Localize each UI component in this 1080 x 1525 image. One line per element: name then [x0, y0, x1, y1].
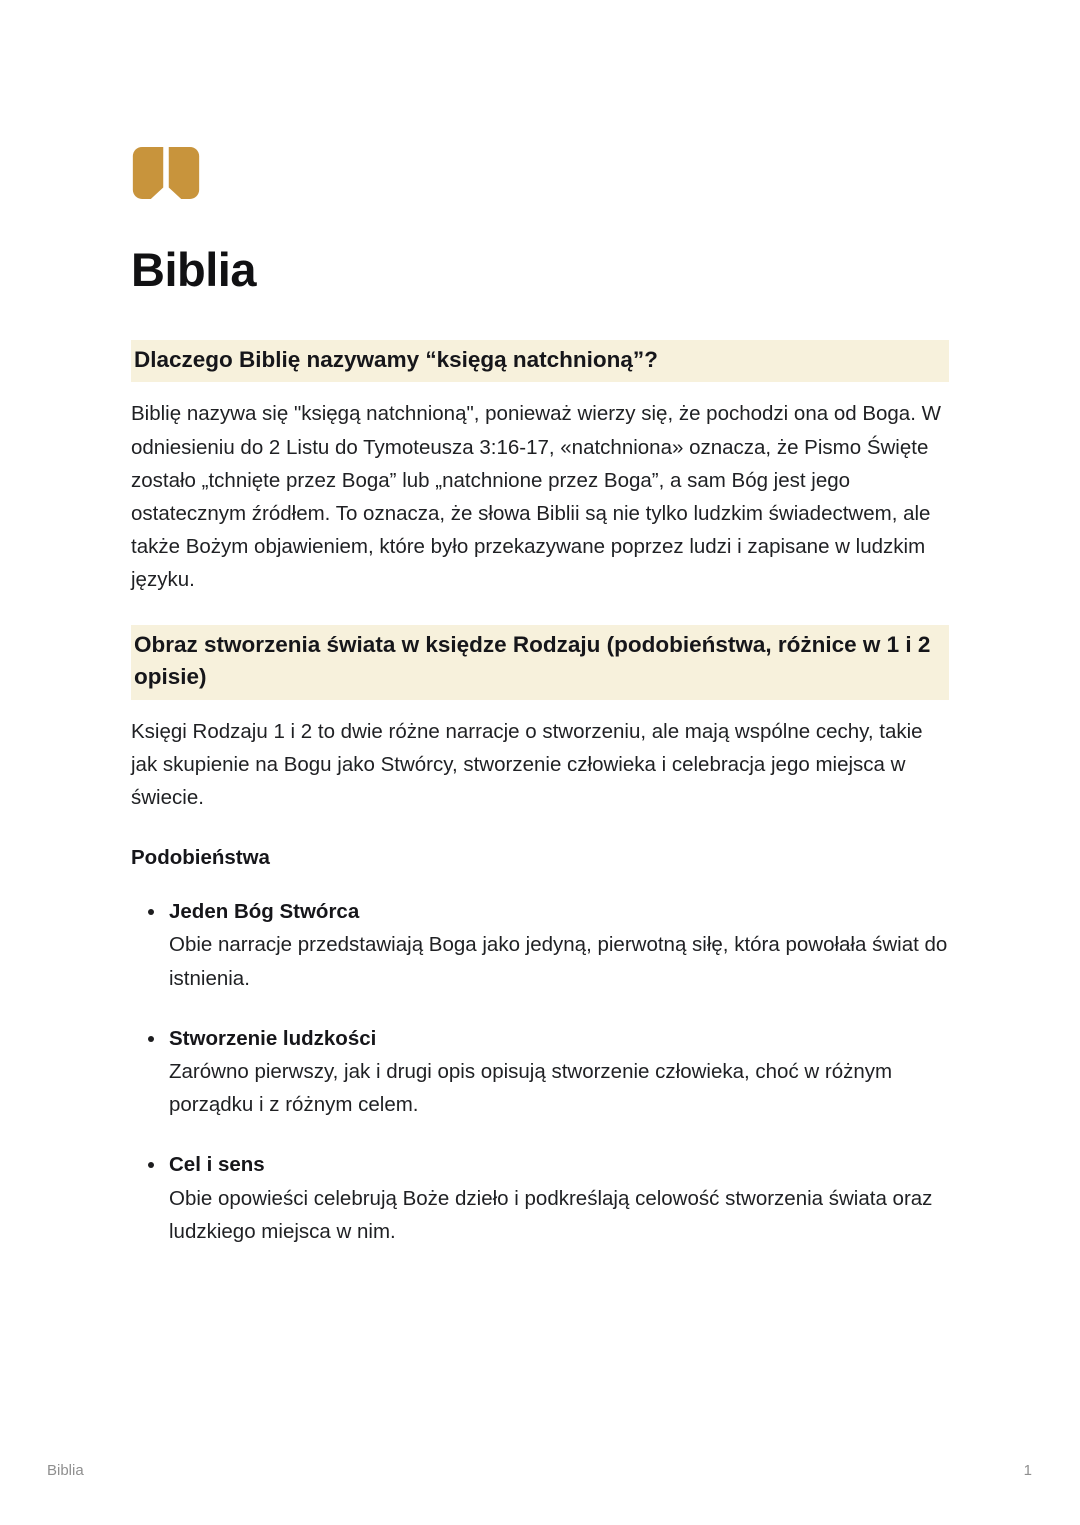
footer-page-number: 1	[1023, 1462, 1032, 1479]
list-item-text: Obie opowieści celebrują Boże dzieło i podkreślają celowość stworzenia świata oraz ludzkiego miejsca w nim.	[169, 1186, 933, 1243]
list-item-text: Zarówno pierwszy, jak i drugi opis opisują stworzenie człowieka, choć w różnym porządku i z różnym celem.	[169, 1060, 893, 1117]
list-item-title: • Jeden Bóg Stwórca	[169, 900, 360, 924]
open-book-left-page	[133, 147, 163, 199]
open-book-right-page	[169, 147, 199, 199]
list-item-title: • Cel i sens	[169, 1153, 265, 1177]
list-item	[167, 1022, 949, 1122]
section-heading-1: Dlaczego Biblię nazywamy “księgą natchnioną”?	[131, 340, 949, 383]
list-item	[167, 1148, 949, 1248]
section-paragraph-2: Księgi Rodzaju 1 i 2 to dwie różne narracje o stworzeniu, ale mają wspólne cechy, takie jak skupienie na Bogu jako Stwórcy, stworzenie człowieka i celebracja jego miejsca w świecie.	[131, 719, 923, 810]
section-paragraph-1: Biblię nazywa się "księgą natchnioną", ponieważ wierzy się, że pochodzi ona od Boga. W odniesieniu do 2 Listu do Tymoteusza 3:16-17, «natchniona» oznacza, że Pismo Święte zostało „tchnięte przez Boga” lub „natchnione przez Boga”, a sam Bóg jest jego ostatecznym źródłem. To oznacza, że słowa Biblii są nie tylko ludzkim świadectwem, ale także Bożym objawieniem, które było przekazywane poprzez ludzi i zapisane w ludzkim języku.	[131, 402, 941, 592]
page-title: Biblia	[131, 243, 256, 296]
list-item-text: Obie narracje przedstawiają Boga jako jedyną, pierwotną siłę, która powołała świat do istnienia.	[169, 933, 948, 990]
list-item	[167, 895, 949, 995]
subheading-podobienstwa: Podobieństwa	[131, 846, 270, 870]
similarities-list	[131, 895, 949, 1248]
footer-document-name: Biblia	[47, 1462, 84, 1479]
list-item-title: • Stworzenie ludzkości	[169, 1026, 377, 1050]
section-heading-2: Obraz stworzenia świata w księdze Rodzaju (podobieństwa, różnice w 1 i 2 opisie)	[131, 625, 949, 700]
open-book-icon	[131, 145, 201, 206]
